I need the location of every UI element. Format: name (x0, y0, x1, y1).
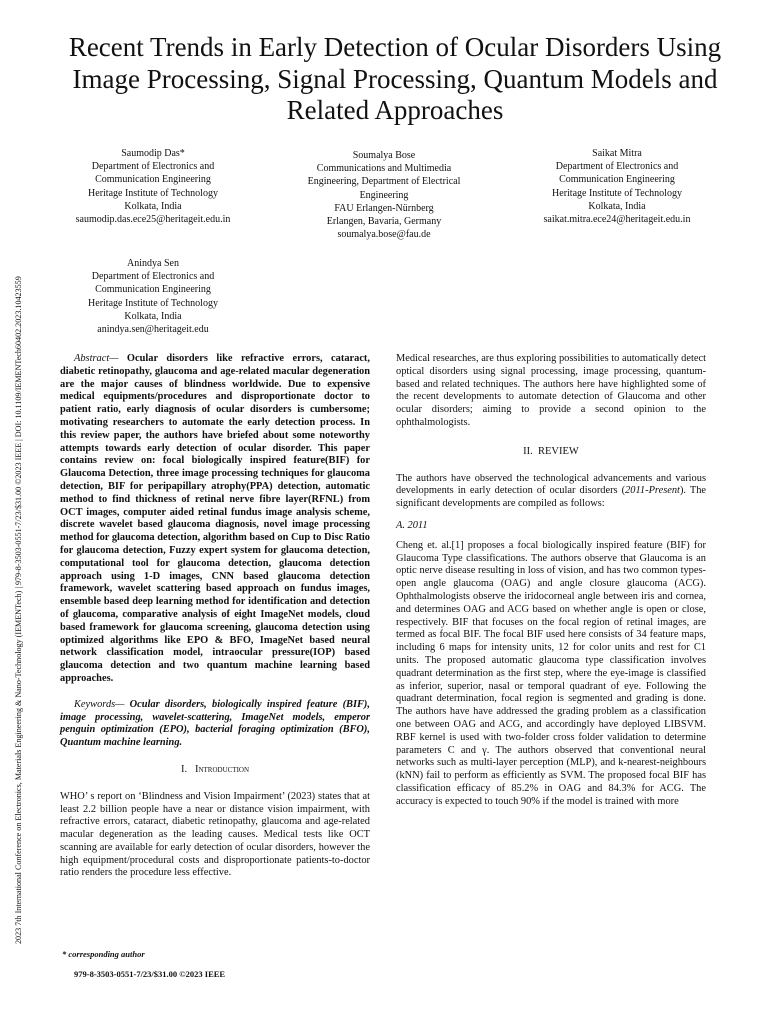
keywords-label: Keywords— (74, 698, 125, 710)
review-intro (396, 473, 706, 511)
author-3-line: Kolkata, India (588, 200, 646, 212)
author-4-line: Heritage Institute of Technology (88, 297, 218, 309)
right-paragraph-1: Medical researches, are thus exploring possibilities to automatically detect optical disorders using signal processing, image processing, quantum-based and related techniques. The authors here have highlighted some of the recent developments to automate detection of Glaucoma and other ocular disorders; aiming to provide a second opinion to the ophthalmologists. (396, 353, 706, 428)
subsection-2011: A. 2011 (396, 519, 428, 531)
review-intro-post: ). The significant developments are compiled as follows: (396, 485, 707, 510)
author-2-line: Engineering, Department of Electrical (307, 176, 461, 188)
section-heading-review (396, 446, 706, 459)
author-block-1 (48, 147, 258, 226)
doi-sidebar-text: 2023 7th International Conference on Electronics, Materials Engineering & Nano-Technology (IEMENTech) | 979-8-3503-0551-7/23/$31.00 ©2023 IEEE | DOI: 10.1109/IEMENTech60402.2023.10423559 (14, 276, 23, 944)
author-block-3 (512, 147, 722, 226)
author-4-line: Anindya Sen (127, 258, 179, 269)
author-3-line: Department of Electronics and (555, 161, 679, 173)
doi-sidebar (0, 0, 23, 1024)
review-intro-pre: The authors have observed the technological advancements and various developments in early detection of ocular disorders ( (396, 472, 706, 497)
review-number: II. (523, 445, 533, 457)
author-1-line: Heritage Institute of Technology (88, 187, 218, 199)
author-1-email: saumodip.das.ece25@heritageit.edu.in (75, 214, 231, 226)
review-title: REVIEW (538, 445, 579, 457)
author-4-line: Kolkata, India (124, 310, 182, 322)
abstract (60, 353, 370, 686)
author-2-email: soumalya.bose@fau.de (337, 229, 431, 241)
keywords (60, 699, 370, 750)
intro-number: I. (180, 763, 188, 775)
author-3-email: saikat.mitra.ece24@heritageit.edu.in (543, 214, 691, 226)
author-1-line: Saumodip Das* (121, 148, 185, 159)
intro-paragraph: WHO’ s report on ‘Blindness and Vision Impairment’ (2023) states that at least 2.2 billion people have a near or distance vision impairment, with refractive errors, cataract, diabetic retinopathy, glaucoma and age-related macular degeneration as the leading causes. Medical tests like OCT scanning are available for early detection of ocular disorders, however the high equipment/procedural costs and disproportionate patients-to-doctor ratio renders the procedure less effective. (60, 790, 370, 879)
author-3-line: Communication Engineering (559, 174, 675, 186)
left-column (60, 353, 370, 880)
copyright-line: 979-8-3503-0551-7/23/$31.00 ©2023 IEEE (74, 969, 226, 979)
author-4-line: Communication Engineering (95, 284, 211, 296)
author-2-line: Communications and Multimedia (316, 163, 452, 175)
author-block-4 (48, 257, 258, 336)
keywords-text: Ocular disorders, biologically inspired feature (BIF), image processing, wavelet-scattering, ImageNet models, emperor penguin optimization (EPO), bacterial foraging optimization (BFO), Quantum machine learning. (60, 698, 370, 749)
author-3-line: Saikat Mitra (592, 148, 642, 159)
author-1-line: Communication Engineering (95, 174, 211, 186)
author-2-line: Engineering (359, 189, 409, 201)
author-4-line: Department of Electronics and (91, 271, 215, 283)
review-intro-em: 2011-Present (625, 485, 680, 497)
author-2-line: FAU Erlangen-Nürnberg (334, 202, 434, 214)
author-1-line: Department of Electronics and (91, 161, 215, 173)
author-4-email: anindya.sen@heritageit.edu (97, 324, 209, 336)
corresponding-author-note: * corresponding author (62, 949, 145, 959)
intro-title: Introduction (194, 763, 250, 775)
author-2-line: Soumalya Bose (352, 150, 416, 161)
author-3-line: Heritage Institute of Technology (552, 187, 682, 199)
right-column (396, 353, 706, 809)
paper-title: Recent Trends in Early Detection of Ocular Disorders Using Image Processing, Signal Processing, Quantum Models and Related Approaches (68, 32, 722, 125)
section-heading-introduction (60, 764, 370, 777)
author-block-2 (284, 149, 484, 241)
abstract-label: Abstract— (74, 353, 119, 364)
review-2011-body: Cheng et. al.[1] proposes a focal biologically inspired feature (BIF) for Glaucoma Type classifications. The authors observe that Glaucoma is an optic nerve disease resulting in loss of vision, and has two common types- open angle glaucoma (OAG) and angle closure glaucoma (ACG). Ophthalmologists observe the iridocorneal angle between iris and cornea, and determines OAG and ACG based on whether angle is open or close, respectively. BIF that focuses on the focal region of retinal images, are termed as focal BIF. The focal BIF used here consists of 34 feature maps, including 6 maps for intensity units, 12 for color units and rest for C1 units. The proposed automatic glaucoma type classification involves quadrant determination as the first step, where the eye-image is classified as inferior, superior, nasal or temporal quadrant of eye. Following the quadrant determination, focal region is segmented and grading is done. The authors have have addressed the grading problem as a classification one between OAG and ACG, and accordingly have deployed LIBSVM. RBF kernel is used with two-folder cross folder validation to determine parameters C and γ. The authors observed that conventional neural networks such as multi-layer perception (MLP), and k-nearest-neighbours (kNN) fail to perform as efficiently as SVM. The proposed focal BIF has classification efficacy of 85.2% in OAG and 84.3% for ACG. The accuracy is expected to touch 90% if the model is trained with more (396, 539, 706, 807)
author-2-line: Erlangen, Bavaria, Germany (326, 216, 442, 228)
footnotes (62, 949, 225, 979)
abstract-text: Ocular disorders like refractive errors, cataract, diabetic retinopathy, glaucoma and age-related macular degeneration are the major causes of blindness worldwide. Due to expensive medical equipments/procedures and disproportionate doctor to patient ratio, early diagnosis of ocular disorders is cumbersome; motivating researchers to automate the early detection process. In this review paper, the authors have briefed about some noteworthy attempts towards early detection of ocular disorder. This paper contains review on: focal biologically inspired feature(BIF) for Glaucoma Detection, three image processing techniques for glaucoma detection, BIF for peripapillary atrophy(PPA) detection, automatic method to find thickness of retinal nerve fibre layer(RFNL) from OCT images, computer aided retinal fundus image analysis scheme, discrete wavelet based glaucoma diagnosis, novel image processing method for glaucoma detection, algorithm based on Cup to Disc Ratio for glaucoma detection, Fuzzy expert system for glaucoma detection, computational tool for glaucoma detection, glaucoma detection approach using 1-D images, CNN based glaucoma detection framework, wavelet scattering based approach on fundus images, ensemble based deep learning method for identification and detection of glaucoma, comparative analysis of eight ImageNet models, cloud based framework for glaucoma screening, glaucoma detection using optimized algorithms like EPO & BFO, ImageNet based neural network classification model, intraocular pressure(IOP) based glaucoma detection and two quantum machine learning based approaches. (60, 353, 370, 684)
author-1-line: Kolkata, India (124, 200, 182, 212)
